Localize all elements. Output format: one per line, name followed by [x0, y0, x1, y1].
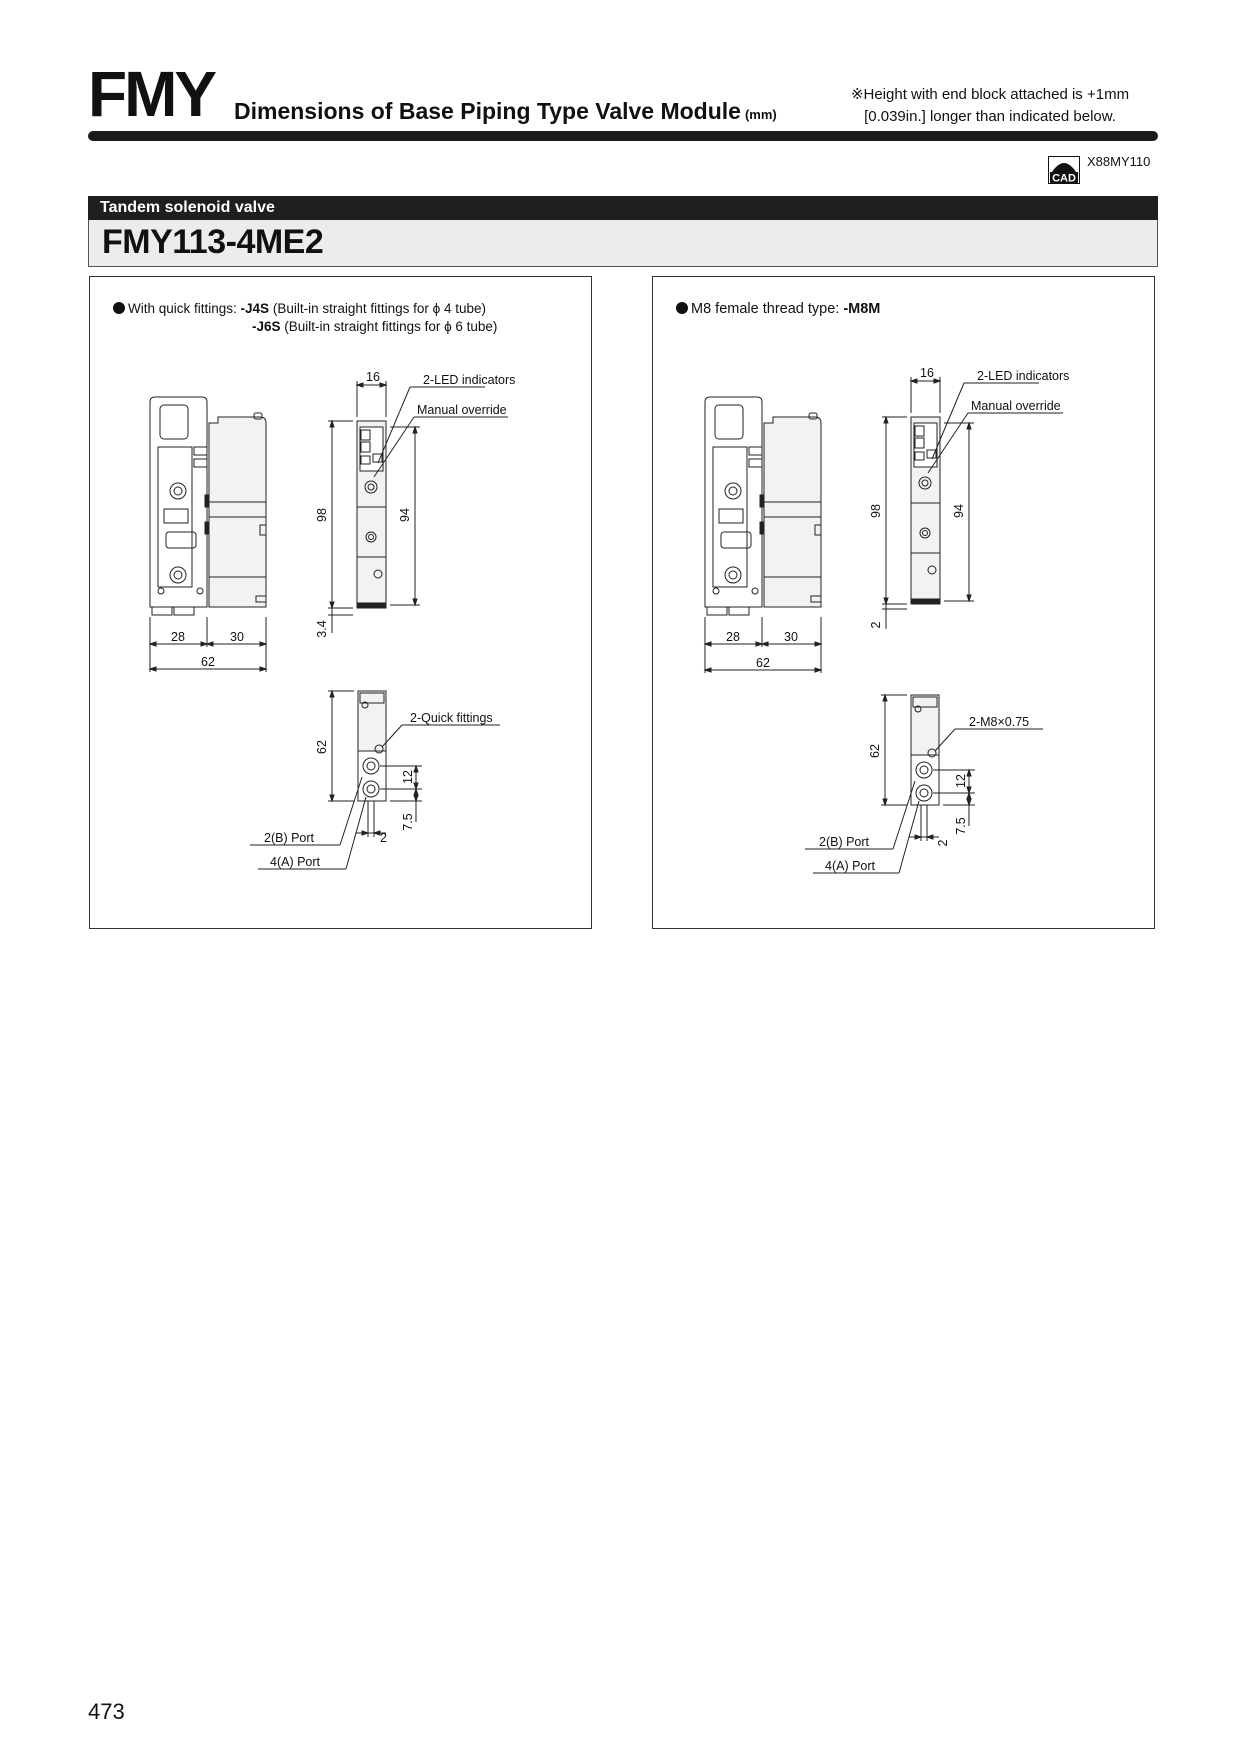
port-view: [358, 691, 386, 801]
label-manual-override: Manual override: [417, 403, 507, 417]
label-port-b: 2(B) Port: [264, 831, 315, 845]
option-j4s-desc: (Built-in straight fittings for ϕ 4 tube): [269, 301, 486, 316]
option-j6s-code: -J6S: [252, 319, 281, 334]
label-led-indicators: 2-LED indicators: [423, 373, 516, 387]
caption-prefix: M8 female thread type:: [691, 301, 844, 317]
label-port-b: 2(B) Port: [819, 835, 870, 849]
label-m8-thread: 2-M8×0.75: [969, 715, 1030, 729]
label-quick-fittings: 2-Quick fittings: [410, 711, 493, 725]
dim-height-98: 98: [869, 504, 883, 518]
quick-fittings-drawing: [90, 277, 593, 930]
dim-width-16: 16: [366, 370, 380, 384]
dim-width-16: 16: [920, 366, 934, 380]
label-port-a: 4(A) Port: [270, 855, 321, 869]
dim-port-12: 12: [954, 774, 968, 788]
dim-port-12: 12: [401, 770, 415, 784]
side-view-dimensions: [882, 377, 1063, 629]
height-note-line2: [0.039in.] longer than indicated below.: [864, 108, 1116, 125]
dim-30: 30: [230, 630, 244, 644]
dim-62: 62: [756, 656, 770, 670]
dim-port-height-62: 62: [868, 744, 882, 758]
option-j6s-desc: (Built-in straight fittings for ϕ 6 tube): [280, 319, 498, 334]
option-m8m-code: -M8M: [843, 301, 881, 317]
dim-height-94: 94: [952, 504, 966, 518]
section-category-bar: [88, 196, 1158, 220]
model-number: FMY113-4ME2: [102, 223, 324, 261]
section-category: Tandem solenoid valve: [100, 199, 275, 216]
header-rule: [88, 131, 1158, 141]
caption-prefix: With quick fittings:: [128, 301, 241, 316]
quick-fittings-panel: [89, 276, 592, 929]
dim-height-94: 94: [398, 508, 412, 522]
page-title-text: Dimensions of Base Piping Type Valve Module: [234, 98, 741, 124]
series-title: FMY: [88, 58, 215, 130]
port-view: [911, 695, 939, 805]
dim-28: 28: [171, 630, 185, 644]
cad-code: X88MY110: [1087, 154, 1151, 169]
dim-port-2: 2: [380, 831, 387, 845]
side-view-dimensions: [328, 381, 508, 633]
cad-icon[interactable]: [1048, 156, 1080, 184]
dim-port-7-5: 7.5: [954, 817, 968, 835]
dim-port-7-5: 7.5: [401, 813, 415, 831]
height-note: [820, 84, 1160, 128]
dim-port-height-62: 62: [315, 740, 329, 754]
label-port-a: 4(A) Port: [825, 859, 876, 873]
base-front-view: [150, 397, 207, 615]
dim-28: 28: [726, 630, 740, 644]
height-note-line1: ※Height with end block attached is +1mm: [850, 86, 1130, 103]
page-number: 473: [88, 1699, 125, 1724]
model-box: [88, 220, 1158, 267]
base-front-view: [705, 397, 762, 615]
m8-thread-drawing: [653, 277, 1156, 930]
m8-thread-panel: [652, 276, 1155, 929]
dim-height-98: 98: [315, 508, 329, 522]
label-manual-override: Manual override: [971, 399, 1061, 413]
dim-port-2: 2: [936, 839, 950, 847]
valve-front-view: [205, 413, 266, 607]
page-title: [234, 98, 777, 125]
valve-side-view: [357, 421, 386, 608]
valve-front-view: [760, 413, 821, 607]
dim-bottom-offset: 2: [869, 621, 883, 629]
option-j4s-code: -J4S: [240, 301, 270, 316]
label-led-indicators: 2-LED indicators: [977, 369, 1070, 383]
cad-icon-label: CAD: [1052, 172, 1076, 184]
unit-label: (mm): [744, 107, 777, 122]
dim-30: 30: [784, 630, 798, 644]
dim-bottom-offset: 3.4: [315, 620, 329, 638]
dim-62: 62: [201, 655, 215, 669]
valve-side-view: [911, 417, 940, 604]
